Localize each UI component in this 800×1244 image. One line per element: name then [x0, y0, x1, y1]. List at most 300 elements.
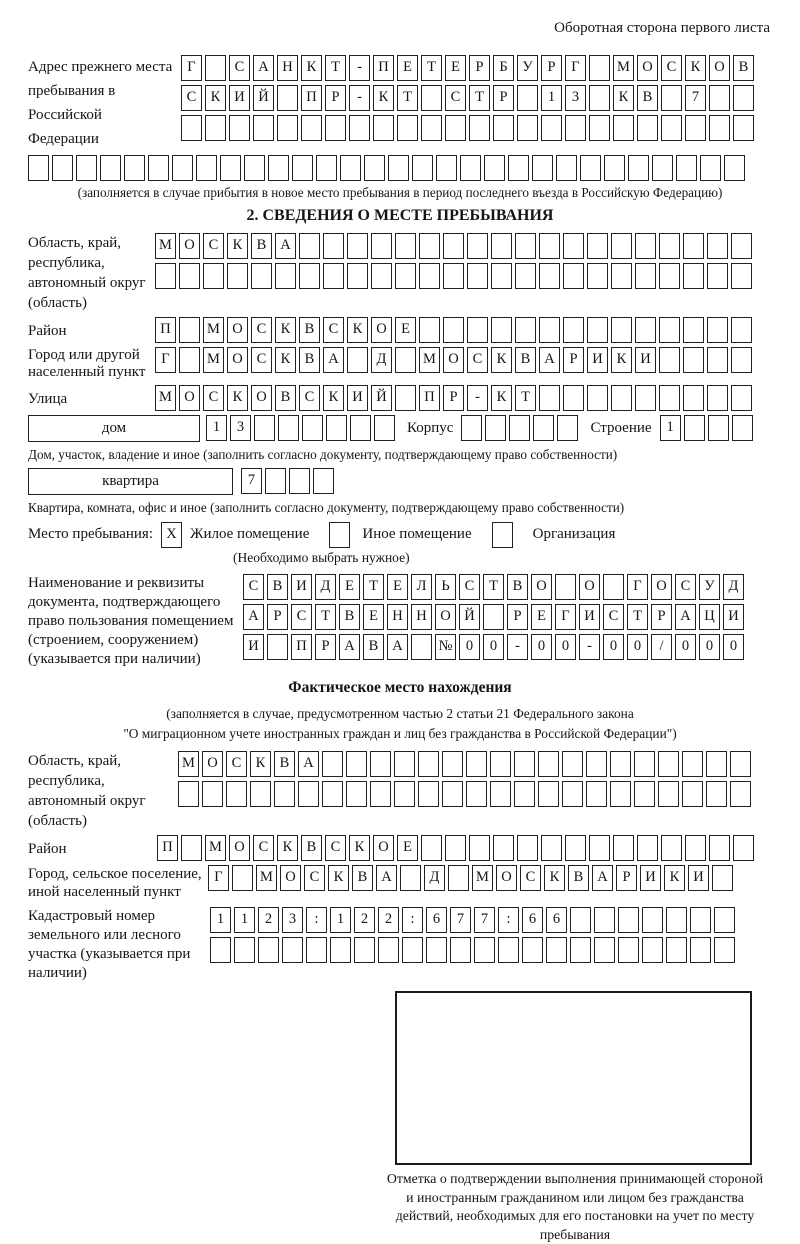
prev-address-row [181, 115, 754, 141]
char-cell [635, 263, 656, 289]
char-cell [325, 115, 346, 141]
char-cell: 0 [723, 634, 744, 660]
char-cell [706, 751, 727, 777]
char-cell: В [275, 385, 296, 411]
char-cell: 1 [330, 907, 351, 933]
char-cell: И [635, 347, 656, 373]
char-cell: Л [411, 574, 432, 600]
char-cell: М [155, 385, 176, 411]
char-cell [522, 937, 543, 963]
char-cell [661, 115, 682, 141]
char-cell [374, 415, 395, 441]
char-cell [346, 751, 367, 777]
char-cell [436, 155, 457, 181]
char-cell: В [515, 347, 536, 373]
char-cell: 0 [675, 634, 696, 660]
char-cell: В [352, 865, 373, 891]
char-cell [731, 233, 752, 259]
char-cell: Й [459, 604, 480, 630]
char-cell [179, 317, 200, 343]
char-cell [445, 835, 466, 861]
raion-row [155, 317, 752, 343]
char-cell [347, 233, 368, 259]
mesto-row [28, 521, 772, 548]
char-cell [539, 233, 560, 259]
char-cell: Г [181, 55, 202, 81]
doc-label: Наименование и реквизиты документа, подтверждающего право пользования помещением (строением, сооружением) (указывается при наличии) [28, 575, 234, 667]
char-cell [181, 115, 202, 141]
oblast-block [28, 233, 772, 313]
raion-block [28, 317, 772, 343]
char-cell [683, 233, 704, 259]
char-cell: О [227, 317, 248, 343]
char-cell [563, 385, 584, 411]
char-cell [203, 263, 224, 289]
char-cell [562, 751, 583, 777]
char-cell [397, 115, 418, 141]
oblast-rows [155, 233, 752, 289]
char-cell: Р [651, 604, 672, 630]
char-cell: 6 [426, 907, 447, 933]
char-cell [474, 937, 495, 963]
char-cell: М [205, 835, 226, 861]
char-cell: Д [723, 574, 744, 600]
char-cell: С [467, 347, 488, 373]
char-cell [532, 155, 553, 181]
char-cell: С [243, 574, 264, 600]
char-cell [155, 263, 176, 289]
char-cell [555, 574, 576, 600]
char-cell [586, 781, 607, 807]
char-cell [709, 115, 730, 141]
char-cell [712, 865, 733, 891]
char-cell: Г [208, 865, 229, 891]
char-cell: Ц [699, 604, 720, 630]
char-cell [289, 468, 310, 494]
char-cell: Д [371, 347, 392, 373]
char-cell [587, 317, 608, 343]
ulitsa-block [28, 385, 772, 411]
korpus-label: Корпус [407, 420, 454, 436]
char-cell [659, 233, 680, 259]
char-cell [370, 781, 391, 807]
char-cell: 7 [685, 85, 706, 111]
char-cell [562, 781, 583, 807]
char-cell: К [275, 347, 296, 373]
ulitsa-row [155, 385, 752, 411]
char-cell [541, 115, 562, 141]
prev-address-row [181, 55, 754, 81]
char-cell: И [640, 865, 661, 891]
char-cell [181, 835, 202, 861]
char-cell [652, 155, 673, 181]
char-cell [124, 155, 145, 181]
char-cell [683, 385, 704, 411]
char-cell: О [371, 317, 392, 343]
char-cell [666, 937, 687, 963]
char-cell [637, 835, 658, 861]
char-cell [349, 115, 370, 141]
char-cell [419, 233, 440, 259]
char-cell: К [544, 865, 565, 891]
char-cell: Й [371, 385, 392, 411]
fact-gorod-block [28, 865, 772, 901]
char-cell [563, 233, 584, 259]
char-cell: М [203, 317, 224, 343]
char-cell [685, 835, 706, 861]
char-cell: С [226, 751, 247, 777]
prev-address-row-full [28, 155, 772, 181]
char-cell: : [498, 907, 519, 933]
fact-note-1: (заполняется в случае, предусмотренном частью 2 статьи 21 Федерального закона [166, 706, 634, 721]
char-cell [610, 751, 631, 777]
char-cell: Б [493, 55, 514, 81]
char-cell [226, 781, 247, 807]
char-cell [395, 233, 416, 259]
char-cell: 1 [541, 85, 562, 111]
char-cell: С [181, 85, 202, 111]
char-cell [394, 781, 415, 807]
char-cell [498, 937, 519, 963]
char-cell [329, 522, 350, 548]
char-cell [517, 835, 538, 861]
char-cell: 3 [565, 85, 586, 111]
char-cell [700, 155, 721, 181]
char-cell: П [157, 835, 178, 861]
stroenie-row [660, 415, 753, 441]
char-cell: С [203, 385, 224, 411]
char-cell: С [661, 55, 682, 81]
char-cell [483, 604, 504, 630]
char-cell [250, 781, 271, 807]
char-cell: О [443, 347, 464, 373]
option-organizatsiya-label: Организация [532, 526, 616, 542]
char-cell [493, 835, 514, 861]
char-cell: К [491, 347, 512, 373]
char-cell: Р [443, 385, 464, 411]
char-cell: Д [424, 865, 445, 891]
char-cell [411, 634, 432, 660]
char-cell: 3 [230, 415, 251, 441]
char-cell [28, 155, 49, 181]
char-cell [172, 155, 193, 181]
dom-row [28, 415, 772, 442]
char-cell: С [203, 233, 224, 259]
char-cell: С [291, 604, 312, 630]
char-cell [426, 937, 447, 963]
char-cell [508, 155, 529, 181]
char-cell [517, 115, 538, 141]
char-cell: О [229, 835, 250, 861]
char-cell: 1 [206, 415, 227, 441]
char-cell [565, 115, 586, 141]
char-cell [635, 385, 656, 411]
char-cell [205, 55, 226, 81]
checkbox-inoe [329, 522, 350, 548]
char-cell [322, 751, 343, 777]
char-cell: - [507, 634, 528, 660]
fact-raion-block [28, 835, 772, 861]
char-cell: С [445, 85, 466, 111]
char-cell: О [435, 604, 456, 630]
char-cell: Г [555, 604, 576, 630]
char-cell [676, 155, 697, 181]
char-cell: И [229, 85, 250, 111]
kadastr-row [210, 907, 735, 933]
char-cell: 0 [531, 634, 552, 660]
prev-address-row [181, 85, 754, 111]
char-cell [682, 751, 703, 777]
char-cell: К [613, 85, 634, 111]
char-cell [733, 85, 754, 111]
char-cell [565, 835, 586, 861]
char-cell [466, 781, 487, 807]
char-cell: Т [315, 604, 336, 630]
char-cell: А [275, 233, 296, 259]
header-note: Оборотная сторона первого листа [554, 20, 770, 36]
gorod-block [28, 347, 772, 381]
char-cell [683, 263, 704, 289]
char-cell [254, 415, 275, 441]
char-cell [378, 937, 399, 963]
char-cell: И [579, 604, 600, 630]
kadastr-rows [210, 907, 735, 963]
char-cell [642, 907, 663, 933]
char-cell [708, 415, 729, 441]
char-cell [443, 233, 464, 259]
char-cell [76, 155, 97, 181]
char-cell [450, 937, 471, 963]
char-cell [546, 937, 567, 963]
mesto-label: Место пребывания: [28, 526, 153, 542]
char-cell [461, 415, 482, 441]
char-cell [658, 781, 679, 807]
char-cell [491, 233, 512, 259]
char-cell [302, 415, 323, 441]
char-cell: Г [155, 347, 176, 373]
char-cell [563, 317, 584, 343]
char-cell [275, 263, 296, 289]
char-cell: О [251, 385, 272, 411]
char-cell: С [603, 604, 624, 630]
char-cell: А [675, 604, 696, 630]
char-cell [370, 751, 391, 777]
char-cell [491, 317, 512, 343]
char-cell: С [325, 835, 346, 861]
char-cell [299, 233, 320, 259]
char-cell [714, 937, 735, 963]
char-cell [179, 347, 200, 373]
char-cell: С [304, 865, 325, 891]
char-cell [232, 865, 253, 891]
char-cell [418, 781, 439, 807]
char-cell: А [592, 865, 613, 891]
char-cell: К [611, 347, 632, 373]
char-cell: Й [253, 85, 274, 111]
char-cell [229, 115, 250, 141]
char-cell [492, 522, 513, 548]
kvartira-row [28, 468, 772, 495]
char-cell [707, 317, 728, 343]
dom-box: дом [28, 415, 200, 442]
dom-number-row [206, 415, 395, 441]
char-cell [354, 937, 375, 963]
fact-note-2: "О миграционном учете иностранных граждан и лиц без гражданства в Российской Федерации") [123, 726, 677, 741]
char-cell [371, 233, 392, 259]
char-cell [421, 835, 442, 861]
char-cell: Р [541, 55, 562, 81]
char-cell: Р [469, 55, 490, 81]
char-cell [589, 115, 610, 141]
oblast-label: Область, край, республика, автономный округ (область) [28, 235, 146, 311]
char-cell [484, 155, 505, 181]
char-cell: М [203, 347, 224, 373]
char-cell [100, 155, 121, 181]
char-cell [402, 937, 423, 963]
char-cell: Р [315, 634, 336, 660]
char-cell: Н [277, 55, 298, 81]
doc-row [243, 604, 744, 630]
char-cell: 0 [555, 634, 576, 660]
checkbox-organizatsiya [492, 522, 513, 548]
char-cell [589, 85, 610, 111]
char-cell: - [579, 634, 600, 660]
char-cell: К [250, 751, 271, 777]
char-cell: А [539, 347, 560, 373]
char-cell [731, 317, 752, 343]
char-cell: В [637, 85, 658, 111]
char-cell [515, 317, 536, 343]
char-cell [661, 85, 682, 111]
char-cell: 6 [522, 907, 543, 933]
char-cell [418, 751, 439, 777]
fact-raion-label: Район [28, 841, 67, 857]
char-cell [587, 233, 608, 259]
char-cell: В [299, 317, 320, 343]
char-cell: К [227, 233, 248, 259]
char-cell [323, 233, 344, 259]
stamp-caption: Отметка о подтверждении выполнения принимающей стороной и иностранным гражданином или лицом без гражданства действий, необходимых для его постановки на учет по месту пребывания [386, 1171, 764, 1242]
char-cell: В [363, 634, 384, 660]
raion-label: Район [28, 323, 67, 339]
char-cell [448, 865, 469, 891]
char-cell [690, 937, 711, 963]
char-cell: И [291, 574, 312, 600]
char-cell [635, 233, 656, 259]
char-cell: В [251, 233, 272, 259]
section2-title: 2. СВЕДЕНИЯ О МЕСТЕ ПРЕБЫВАНИЯ [246, 207, 554, 224]
char-cell: В [339, 604, 360, 630]
gorod-label: Город или другой населенный пункт [28, 347, 146, 380]
char-cell [419, 317, 440, 343]
char-cell [707, 347, 728, 373]
char-cell [634, 751, 655, 777]
char-cell [196, 155, 217, 181]
char-cell [313, 468, 334, 494]
korpus-row [461, 415, 578, 441]
char-cell: К [227, 385, 248, 411]
char-cell: И [587, 347, 608, 373]
char-cell: А [387, 634, 408, 660]
char-cell [388, 155, 409, 181]
char-cell: М [472, 865, 493, 891]
char-cell [613, 115, 634, 141]
char-cell: В [274, 751, 295, 777]
char-cell [589, 55, 610, 81]
char-cell [306, 937, 327, 963]
char-cell: X [161, 522, 182, 548]
char-cell [733, 115, 754, 141]
char-cell: Р [563, 347, 584, 373]
oblast-row [155, 233, 752, 259]
char-cell [234, 937, 255, 963]
option-inoe-label: Иное помещение [362, 526, 472, 542]
char-cell [589, 835, 610, 861]
char-cell: Р [507, 604, 528, 630]
char-cell [412, 155, 433, 181]
char-cell: А [323, 347, 344, 373]
char-cell: 1 [234, 907, 255, 933]
char-cell [709, 85, 730, 111]
char-cell [469, 115, 490, 141]
char-cell: 2 [378, 907, 399, 933]
char-cell [613, 835, 634, 861]
char-cell [714, 907, 735, 933]
char-cell: Т [483, 574, 504, 600]
char-cell: К [301, 55, 322, 81]
char-cell [282, 937, 303, 963]
char-cell [268, 155, 289, 181]
char-cell [371, 263, 392, 289]
char-cell: Ь [435, 574, 456, 600]
fact-oblast-row [178, 781, 751, 807]
dom-caption: Дом, участок, владение и иное (заполнить согласно документу, подтверждающему право собственности) [28, 447, 618, 462]
char-cell [587, 385, 608, 411]
char-cell [258, 937, 279, 963]
char-cell: Е [363, 604, 384, 630]
doc-row [243, 634, 744, 660]
char-cell: В [733, 55, 754, 81]
char-cell [210, 937, 231, 963]
stamp-area [28, 991, 772, 1244]
ulitsa-label: Улица [28, 391, 68, 407]
char-cell: О [202, 751, 223, 777]
char-cell [179, 263, 200, 289]
char-cell: № [435, 634, 456, 660]
mesto-note: (Необходимо выбрать нужное) [233, 550, 410, 565]
char-cell: М [256, 865, 277, 891]
char-cell: 0 [627, 634, 648, 660]
char-cell: Т [515, 385, 536, 411]
char-cell [724, 155, 745, 181]
char-cell: П [373, 55, 394, 81]
fact-oblast-row [178, 751, 751, 777]
char-cell [707, 263, 728, 289]
char-cell: К [277, 835, 298, 861]
char-cell [730, 751, 751, 777]
char-cell: О [637, 55, 658, 81]
char-cell: К [347, 317, 368, 343]
doc-row [243, 574, 744, 600]
char-cell [618, 937, 639, 963]
char-cell: К [205, 85, 226, 111]
char-cell [395, 385, 416, 411]
char-cell [346, 781, 367, 807]
char-cell: Д [315, 574, 336, 600]
char-cell [611, 317, 632, 343]
char-cell [517, 85, 538, 111]
char-cell [485, 415, 506, 441]
